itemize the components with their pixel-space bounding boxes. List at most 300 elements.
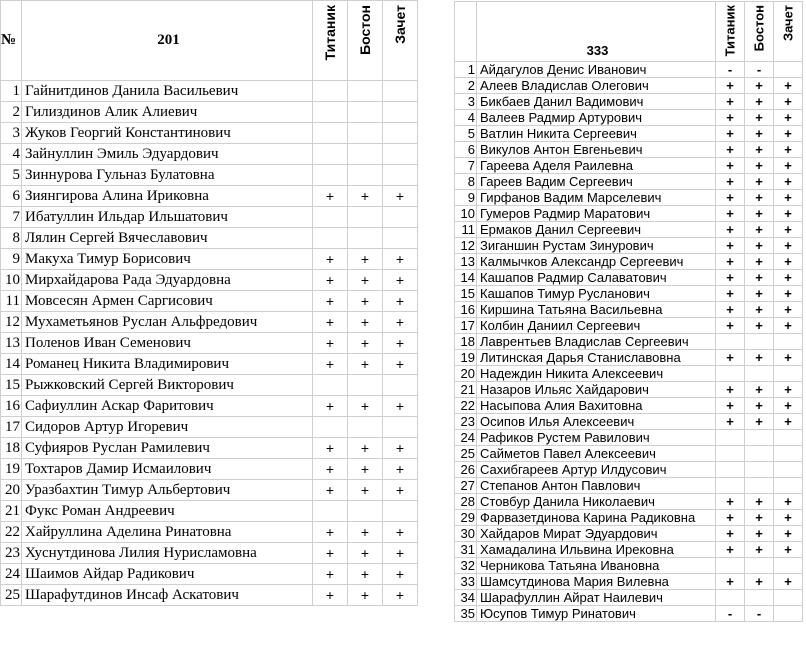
titanic-mark-cell[interactable]: + bbox=[716, 78, 745, 94]
credit-mark-cell[interactable]: + bbox=[774, 254, 803, 270]
boston-mark-cell[interactable]: + bbox=[348, 564, 383, 585]
titanic-mark-cell[interactable] bbox=[313, 228, 348, 249]
row-number-cell[interactable]: 2 bbox=[455, 78, 477, 94]
boston-mark-cell[interactable] bbox=[745, 334, 774, 350]
row-number-cell[interactable]: 1 bbox=[1, 81, 22, 102]
credit-mark-cell[interactable]: + bbox=[774, 494, 803, 510]
credit-mark-cell[interactable]: + bbox=[774, 414, 803, 430]
student-name-cell[interactable]: Кашапов Радмир Салаватович bbox=[477, 270, 716, 286]
boston-mark-cell[interactable] bbox=[348, 102, 383, 123]
row-number-cell[interactable]: 5 bbox=[1, 165, 22, 186]
row-number-cell[interactable]: 18 bbox=[455, 334, 477, 350]
student-name-cell[interactable]: Шарафутдинов Инсаф Аскатович bbox=[22, 585, 313, 606]
credit-mark-cell[interactable]: + bbox=[774, 350, 803, 366]
student-name-cell[interactable]: Фукс Роман Андреевич bbox=[22, 501, 313, 522]
student-name-cell[interactable]: Викулов Антон Евгеньевич bbox=[477, 142, 716, 158]
titanic-mark-cell[interactable]: + bbox=[716, 494, 745, 510]
row-number-cell[interactable]: 12 bbox=[455, 238, 477, 254]
boston-mark-cell[interactable]: + bbox=[348, 312, 383, 333]
row-number-cell[interactable]: 16 bbox=[455, 302, 477, 318]
boston-mark-cell[interactable]: + bbox=[745, 542, 774, 558]
row-number-cell[interactable]: 23 bbox=[455, 414, 477, 430]
credit-mark-cell[interactable] bbox=[383, 207, 418, 228]
titanic-mark-cell[interactable] bbox=[313, 375, 348, 396]
boston-mark-cell[interactable]: + bbox=[745, 254, 774, 270]
boston-mark-cell[interactable] bbox=[348, 81, 383, 102]
boston-mark-cell[interactable]: + bbox=[745, 78, 774, 94]
column-header-boston[interactable] bbox=[745, 2, 774, 62]
column-header-credit[interactable] bbox=[383, 1, 418, 81]
titanic-mark-cell[interactable]: + bbox=[716, 270, 745, 286]
boston-mark-cell[interactable] bbox=[348, 123, 383, 144]
boston-mark-cell[interactable]: + bbox=[745, 574, 774, 590]
credit-mark-cell[interactable] bbox=[383, 81, 418, 102]
student-name-cell[interactable]: Хайруллина Аделина Ринатовна bbox=[22, 522, 313, 543]
boston-mark-cell[interactable]: + bbox=[745, 190, 774, 206]
student-name-cell[interactable]: Зиганшин Рустам Зинурович bbox=[477, 238, 716, 254]
student-name-cell[interactable]: Калмычков Александр Сергеевич bbox=[477, 254, 716, 270]
row-number-cell[interactable]: 34 bbox=[455, 590, 477, 606]
row-number-cell[interactable]: 16 bbox=[1, 396, 22, 417]
credit-mark-cell[interactable] bbox=[774, 62, 803, 78]
student-name-cell[interactable]: Юсупов Тимур Ринатович bbox=[477, 606, 716, 622]
titanic-mark-cell[interactable]: + bbox=[313, 270, 348, 291]
credit-mark-cell[interactable]: + bbox=[383, 396, 418, 417]
student-name-cell[interactable]: Сахибгареев Артур Илдусович bbox=[477, 462, 716, 478]
student-name-cell[interactable]: Поленов Иван Семенович bbox=[22, 333, 313, 354]
titanic-mark-cell[interactable]: + bbox=[313, 249, 348, 270]
titanic-mark-cell[interactable] bbox=[313, 102, 348, 123]
row-number-cell[interactable]: 4 bbox=[1, 144, 22, 165]
student-name-cell[interactable]: Колбин Даниил Сергеевич bbox=[477, 318, 716, 334]
student-name-cell[interactable]: Жуков Георгий Константинович bbox=[22, 123, 313, 144]
boston-mark-cell[interactable] bbox=[745, 478, 774, 494]
boston-mark-cell[interactable]: + bbox=[745, 222, 774, 238]
boston-mark-cell[interactable]: + bbox=[348, 249, 383, 270]
credit-mark-cell[interactable] bbox=[774, 334, 803, 350]
titanic-mark-cell[interactable] bbox=[716, 334, 745, 350]
titanic-mark-cell[interactable]: + bbox=[716, 222, 745, 238]
credit-mark-cell[interactable]: + bbox=[383, 333, 418, 354]
credit-mark-cell[interactable] bbox=[383, 501, 418, 522]
titanic-mark-cell[interactable] bbox=[716, 430, 745, 446]
student-name-cell[interactable]: Алеев Владислав Олегович bbox=[477, 78, 716, 94]
titanic-mark-cell[interactable] bbox=[313, 144, 348, 165]
boston-mark-cell[interactable] bbox=[348, 207, 383, 228]
boston-mark-cell[interactable] bbox=[745, 366, 774, 382]
credit-mark-cell[interactable]: + bbox=[774, 174, 803, 190]
student-name-cell[interactable]: Гумеров Радмир Маратович bbox=[477, 206, 716, 222]
row-number-cell[interactable]: 30 bbox=[455, 526, 477, 542]
boston-mark-cell[interactable] bbox=[348, 165, 383, 186]
row-number-cell[interactable]: 18 bbox=[1, 438, 22, 459]
credit-mark-cell[interactable]: + bbox=[774, 110, 803, 126]
credit-mark-cell[interactable]: + bbox=[383, 585, 418, 606]
boston-mark-cell[interactable]: - bbox=[745, 606, 774, 622]
student-name-cell[interactable]: Сайметов Павел Алексеевич bbox=[477, 446, 716, 462]
student-name-cell[interactable]: Мухаметьянов Руслан Альфредович bbox=[22, 312, 313, 333]
student-name-cell[interactable]: Романец Никита Владимирович bbox=[22, 354, 313, 375]
student-name-cell[interactable]: Мовсесян Армен Саргисович bbox=[22, 291, 313, 312]
titanic-mark-cell[interactable]: + bbox=[716, 398, 745, 414]
boston-mark-cell[interactable]: + bbox=[745, 526, 774, 542]
row-number-cell[interactable]: 23 bbox=[1, 543, 22, 564]
row-number-cell[interactable]: 8 bbox=[1, 228, 22, 249]
student-name-cell[interactable]: Фарвазетдинова Карина Радиковна bbox=[477, 510, 716, 526]
row-number-cell[interactable]: 6 bbox=[1, 186, 22, 207]
student-name-cell[interactable]: Хуснутдинова Лилия Нурисламовна bbox=[22, 543, 313, 564]
boston-mark-cell[interactable] bbox=[745, 446, 774, 462]
credit-mark-cell[interactable]: + bbox=[774, 238, 803, 254]
credit-mark-cell[interactable]: + bbox=[774, 142, 803, 158]
boston-mark-cell[interactable]: + bbox=[745, 494, 774, 510]
credit-mark-cell[interactable]: + bbox=[774, 206, 803, 222]
credit-mark-cell[interactable] bbox=[383, 228, 418, 249]
titanic-mark-cell[interactable]: - bbox=[716, 606, 745, 622]
credit-mark-cell[interactable] bbox=[383, 417, 418, 438]
credit-mark-cell[interactable]: + bbox=[774, 510, 803, 526]
row-number-cell[interactable]: 29 bbox=[455, 510, 477, 526]
student-name-cell[interactable]: Ермаков Данил Сергеевич bbox=[477, 222, 716, 238]
credit-mark-cell[interactable] bbox=[383, 165, 418, 186]
credit-mark-cell[interactable]: + bbox=[383, 480, 418, 501]
boston-mark-cell[interactable]: + bbox=[348, 396, 383, 417]
titanic-mark-cell[interactable] bbox=[313, 123, 348, 144]
credit-mark-cell[interactable] bbox=[774, 462, 803, 478]
row-number-cell[interactable]: 19 bbox=[1, 459, 22, 480]
row-number-cell[interactable]: 24 bbox=[1, 564, 22, 585]
titanic-mark-cell[interactable]: + bbox=[716, 302, 745, 318]
titanic-mark-cell[interactable]: + bbox=[716, 158, 745, 174]
titanic-mark-cell[interactable]: + bbox=[313, 543, 348, 564]
boston-mark-cell[interactable]: + bbox=[348, 333, 383, 354]
student-name-cell[interactable]: Гайнитдинов Данила Васильевич bbox=[22, 81, 313, 102]
credit-mark-cell[interactable]: + bbox=[774, 158, 803, 174]
number-column-header[interactable]: № bbox=[1, 1, 22, 81]
credit-mark-cell[interactable] bbox=[383, 123, 418, 144]
titanic-mark-cell[interactable] bbox=[716, 558, 745, 574]
boston-mark-cell[interactable]: + bbox=[745, 270, 774, 286]
group-title[interactable]: 333 bbox=[477, 2, 716, 62]
boston-mark-cell[interactable]: + bbox=[745, 174, 774, 190]
row-number-cell[interactable]: 3 bbox=[455, 94, 477, 110]
credit-mark-cell[interactable]: + bbox=[774, 222, 803, 238]
student-name-cell[interactable]: Шарафуллин Айрат Наилевич bbox=[477, 590, 716, 606]
student-name-cell[interactable]: Черникова Татьяна Ивановна bbox=[477, 558, 716, 574]
credit-mark-cell[interactable]: + bbox=[774, 542, 803, 558]
student-name-cell[interactable]: Зиянгирова Алина Ириковна bbox=[22, 186, 313, 207]
credit-mark-cell[interactable]: + bbox=[383, 564, 418, 585]
row-number-cell[interactable]: 32 bbox=[455, 558, 477, 574]
boston-mark-cell[interactable]: - bbox=[745, 62, 774, 78]
row-number-cell[interactable]: 1 bbox=[455, 62, 477, 78]
credit-mark-cell[interactable]: + bbox=[383, 543, 418, 564]
row-number-cell[interactable]: 9 bbox=[455, 190, 477, 206]
credit-mark-cell[interactable]: + bbox=[774, 270, 803, 286]
boston-mark-cell[interactable]: + bbox=[348, 543, 383, 564]
titanic-mark-cell[interactable] bbox=[716, 478, 745, 494]
student-name-cell[interactable]: Киршина Татьяна Васильевна bbox=[477, 302, 716, 318]
student-name-cell[interactable]: Шаимов Айдар Радикович bbox=[22, 564, 313, 585]
titanic-mark-cell[interactable] bbox=[716, 446, 745, 462]
student-name-cell[interactable]: Валеев Радмир Артурович bbox=[477, 110, 716, 126]
titanic-mark-cell[interactable]: + bbox=[313, 438, 348, 459]
titanic-mark-cell[interactable]: + bbox=[313, 396, 348, 417]
row-number-cell[interactable]: 8 bbox=[455, 174, 477, 190]
titanic-mark-cell[interactable] bbox=[313, 165, 348, 186]
row-number-cell[interactable]: 6 bbox=[455, 142, 477, 158]
boston-mark-cell[interactable]: + bbox=[745, 398, 774, 414]
boston-mark-cell[interactable]: + bbox=[745, 414, 774, 430]
student-name-cell[interactable]: Гирфанов Вадим Марселевич bbox=[477, 190, 716, 206]
credit-mark-cell[interactable] bbox=[774, 478, 803, 494]
titanic-mark-cell[interactable]: + bbox=[313, 186, 348, 207]
student-name-cell[interactable]: Гилиздинов Алик Алиевич bbox=[22, 102, 313, 123]
titanic-mark-cell[interactable]: + bbox=[716, 94, 745, 110]
boston-mark-cell[interactable]: + bbox=[745, 350, 774, 366]
student-name-cell[interactable]: Ватлин Никита Сергеевич bbox=[477, 126, 716, 142]
titanic-mark-cell[interactable]: + bbox=[313, 564, 348, 585]
credit-mark-cell[interactable]: + bbox=[383, 312, 418, 333]
titanic-mark-cell[interactable]: + bbox=[716, 174, 745, 190]
student-name-cell[interactable]: Суфияров Руслан Рамилевич bbox=[22, 438, 313, 459]
credit-mark-cell[interactable] bbox=[774, 430, 803, 446]
credit-mark-cell[interactable] bbox=[383, 144, 418, 165]
student-name-cell[interactable]: Литинская Дарья Станиславовна bbox=[477, 350, 716, 366]
boston-mark-cell[interactable] bbox=[745, 558, 774, 574]
student-name-cell[interactable]: Уразбахтин Тимур Альбертович bbox=[22, 480, 313, 501]
row-number-cell[interactable]: 14 bbox=[455, 270, 477, 286]
credit-mark-cell[interactable]: + bbox=[383, 438, 418, 459]
boston-mark-cell[interactable]: + bbox=[745, 286, 774, 302]
titanic-mark-cell[interactable] bbox=[716, 462, 745, 478]
boston-mark-cell[interactable] bbox=[745, 590, 774, 606]
column-header-boston[interactable] bbox=[348, 1, 383, 81]
credit-mark-cell[interactable]: + bbox=[774, 574, 803, 590]
boston-mark-cell[interactable]: + bbox=[348, 438, 383, 459]
credit-mark-cell[interactable]: + bbox=[383, 354, 418, 375]
credit-mark-cell[interactable] bbox=[383, 375, 418, 396]
row-number-cell[interactable]: 12 bbox=[1, 312, 22, 333]
student-name-cell[interactable]: Лялин Сергей Вячеславович bbox=[22, 228, 313, 249]
row-number-cell[interactable]: 21 bbox=[1, 501, 22, 522]
boston-mark-cell[interactable]: + bbox=[745, 302, 774, 318]
credit-mark-cell[interactable]: + bbox=[774, 286, 803, 302]
boston-mark-cell[interactable]: + bbox=[348, 270, 383, 291]
boston-mark-cell[interactable]: + bbox=[745, 318, 774, 334]
boston-mark-cell[interactable]: + bbox=[745, 126, 774, 142]
titanic-mark-cell[interactable] bbox=[313, 501, 348, 522]
credit-mark-cell[interactable] bbox=[774, 446, 803, 462]
titanic-mark-cell[interactable]: + bbox=[716, 286, 745, 302]
titanic-mark-cell[interactable]: + bbox=[716, 206, 745, 222]
student-name-cell[interactable]: Гареева Аделя Раилевна bbox=[477, 158, 716, 174]
student-name-cell[interactable]: Стовбур Данила Николаевич bbox=[477, 494, 716, 510]
row-number-cell[interactable]: 35 bbox=[455, 606, 477, 622]
boston-mark-cell[interactable] bbox=[348, 375, 383, 396]
student-name-cell[interactable]: Сафиуллин Аскар Фаритович bbox=[22, 396, 313, 417]
credit-mark-cell[interactable] bbox=[774, 590, 803, 606]
titanic-mark-cell[interactable]: + bbox=[313, 312, 348, 333]
row-number-cell[interactable]: 19 bbox=[455, 350, 477, 366]
student-name-cell[interactable]: Рыжковский Сергей Викторович bbox=[22, 375, 313, 396]
boston-mark-cell[interactable]: + bbox=[348, 291, 383, 312]
row-number-cell[interactable]: 25 bbox=[1, 585, 22, 606]
student-name-cell[interactable]: Сидоров Артур Игоревич bbox=[22, 417, 313, 438]
credit-mark-cell[interactable]: + bbox=[774, 382, 803, 398]
credit-mark-cell[interactable]: + bbox=[774, 318, 803, 334]
boston-mark-cell[interactable] bbox=[745, 462, 774, 478]
credit-mark-cell[interactable]: + bbox=[774, 398, 803, 414]
row-number-cell[interactable]: 33 bbox=[455, 574, 477, 590]
row-number-cell[interactable]: 25 bbox=[455, 446, 477, 462]
student-name-cell[interactable]: Лаврентьев Владислав Сергеевич bbox=[477, 334, 716, 350]
row-number-cell[interactable]: 20 bbox=[455, 366, 477, 382]
boston-mark-cell[interactable]: + bbox=[745, 158, 774, 174]
boston-mark-cell[interactable] bbox=[348, 144, 383, 165]
credit-mark-cell[interactable] bbox=[774, 366, 803, 382]
student-name-cell[interactable]: Тохтаров Дамир Исмаилович bbox=[22, 459, 313, 480]
boston-mark-cell[interactable]: + bbox=[348, 585, 383, 606]
boston-mark-cell[interactable]: + bbox=[348, 354, 383, 375]
column-header-titanic[interactable] bbox=[313, 1, 348, 81]
row-number-cell[interactable]: 7 bbox=[455, 158, 477, 174]
row-number-cell[interactable]: 5 bbox=[455, 126, 477, 142]
titanic-mark-cell[interactable]: + bbox=[716, 110, 745, 126]
titanic-mark-cell[interactable]: + bbox=[313, 354, 348, 375]
credit-mark-cell[interactable]: + bbox=[774, 302, 803, 318]
row-number-cell[interactable]: 4 bbox=[455, 110, 477, 126]
student-name-cell[interactable]: Макуха Тимур Борисович bbox=[22, 249, 313, 270]
row-number-cell[interactable]: 17 bbox=[1, 417, 22, 438]
row-number-cell[interactable]: 3 bbox=[1, 123, 22, 144]
student-name-cell[interactable]: Шамсутдинова Мария Вилевна bbox=[477, 574, 716, 590]
boston-mark-cell[interactable]: + bbox=[745, 382, 774, 398]
row-number-cell[interactable]: 20 bbox=[1, 480, 22, 501]
titanic-mark-cell[interactable]: + bbox=[716, 350, 745, 366]
row-number-cell[interactable]: 13 bbox=[455, 254, 477, 270]
boston-mark-cell[interactable] bbox=[348, 501, 383, 522]
titanic-mark-cell[interactable] bbox=[313, 417, 348, 438]
titanic-mark-cell[interactable]: + bbox=[313, 585, 348, 606]
titanic-mark-cell[interactable]: + bbox=[716, 526, 745, 542]
credit-mark-cell[interactable]: + bbox=[383, 270, 418, 291]
credit-mark-cell[interactable]: + bbox=[383, 291, 418, 312]
student-name-cell[interactable]: Зайнуллин Эмиль Эдуардович bbox=[22, 144, 313, 165]
titanic-mark-cell[interactable]: + bbox=[716, 318, 745, 334]
titanic-mark-cell[interactable]: + bbox=[716, 510, 745, 526]
titanic-mark-cell[interactable]: + bbox=[716, 414, 745, 430]
row-number-cell[interactable]: 22 bbox=[1, 522, 22, 543]
row-number-cell[interactable]: 15 bbox=[455, 286, 477, 302]
row-number-cell[interactable]: 9 bbox=[1, 249, 22, 270]
boston-mark-cell[interactable]: + bbox=[745, 142, 774, 158]
row-number-cell[interactable]: 27 bbox=[455, 478, 477, 494]
student-name-cell[interactable]: Айдагулов Денис Иванович bbox=[477, 62, 716, 78]
row-number-cell[interactable]: 11 bbox=[455, 222, 477, 238]
titanic-mark-cell[interactable]: + bbox=[716, 142, 745, 158]
titanic-mark-cell[interactable]: - bbox=[716, 62, 745, 78]
credit-mark-cell[interactable]: + bbox=[774, 78, 803, 94]
boston-mark-cell[interactable] bbox=[348, 228, 383, 249]
boston-mark-cell[interactable]: + bbox=[745, 510, 774, 526]
credit-mark-cell[interactable]: + bbox=[383, 522, 418, 543]
student-name-cell[interactable]: Хамадалина Ильвина Ирековна bbox=[477, 542, 716, 558]
credit-mark-cell[interactable]: + bbox=[774, 526, 803, 542]
boston-mark-cell[interactable]: + bbox=[348, 459, 383, 480]
titanic-mark-cell[interactable]: + bbox=[313, 291, 348, 312]
student-name-cell[interactable]: Зиннурова Гульназ Булатовна bbox=[22, 165, 313, 186]
titanic-mark-cell[interactable] bbox=[716, 590, 745, 606]
titanic-mark-cell[interactable]: + bbox=[716, 254, 745, 270]
column-header-credit[interactable] bbox=[774, 2, 803, 62]
credit-mark-cell[interactable] bbox=[774, 558, 803, 574]
titanic-mark-cell[interactable] bbox=[313, 81, 348, 102]
credit-mark-cell[interactable]: + bbox=[383, 186, 418, 207]
titanic-mark-cell[interactable]: + bbox=[313, 333, 348, 354]
titanic-mark-cell[interactable]: + bbox=[313, 459, 348, 480]
student-name-cell[interactable]: Осипов Илья Алексеевич bbox=[477, 414, 716, 430]
student-name-cell[interactable]: Кашапов Тимур Русланович bbox=[477, 286, 716, 302]
row-number-cell[interactable]: 7 bbox=[1, 207, 22, 228]
row-number-cell[interactable]: 10 bbox=[1, 270, 22, 291]
credit-mark-cell[interactable] bbox=[774, 606, 803, 622]
student-name-cell[interactable]: Ибатуллин Ильдар Ильшатович bbox=[22, 207, 313, 228]
boston-mark-cell[interactable]: + bbox=[745, 94, 774, 110]
titanic-mark-cell[interactable]: + bbox=[313, 522, 348, 543]
credit-mark-cell[interactable] bbox=[383, 102, 418, 123]
titanic-mark-cell[interactable]: + bbox=[716, 238, 745, 254]
student-name-cell[interactable]: Назаров Ильяс Хайдарович bbox=[477, 382, 716, 398]
column-header-titanic[interactable] bbox=[716, 2, 745, 62]
boston-mark-cell[interactable]: + bbox=[348, 480, 383, 501]
boston-mark-cell[interactable] bbox=[348, 417, 383, 438]
student-name-cell[interactable]: Бикбаев Данил Вадимович bbox=[477, 94, 716, 110]
boston-mark-cell[interactable] bbox=[745, 430, 774, 446]
credit-mark-cell[interactable]: + bbox=[774, 126, 803, 142]
titanic-mark-cell[interactable] bbox=[716, 366, 745, 382]
row-number-cell[interactable]: 22 bbox=[455, 398, 477, 414]
titanic-mark-cell[interactable]: + bbox=[716, 382, 745, 398]
titanic-mark-cell[interactable]: + bbox=[716, 574, 745, 590]
titanic-mark-cell[interactable]: + bbox=[716, 542, 745, 558]
student-name-cell[interactable]: Надеждин Никита Алексеевич bbox=[477, 366, 716, 382]
row-number-cell[interactable]: 10 bbox=[455, 206, 477, 222]
student-name-cell[interactable]: Рафиков Рустем Равилович bbox=[477, 430, 716, 446]
student-name-cell[interactable]: Гареев Вадим Сергеевич bbox=[477, 174, 716, 190]
row-number-cell[interactable]: 24 bbox=[455, 430, 477, 446]
credit-mark-cell[interactable]: + bbox=[774, 190, 803, 206]
boston-mark-cell[interactable]: + bbox=[348, 186, 383, 207]
row-number-cell[interactable]: 31 bbox=[455, 542, 477, 558]
row-number-cell[interactable]: 26 bbox=[455, 462, 477, 478]
row-number-cell[interactable]: 17 bbox=[455, 318, 477, 334]
titanic-mark-cell[interactable]: + bbox=[313, 480, 348, 501]
row-number-cell[interactable]: 11 bbox=[1, 291, 22, 312]
titanic-mark-cell[interactable]: + bbox=[716, 190, 745, 206]
number-column-header[interactable] bbox=[455, 2, 477, 62]
student-name-cell[interactable]: Степанов Антон Павлович bbox=[477, 478, 716, 494]
boston-mark-cell[interactable]: + bbox=[745, 238, 774, 254]
boston-mark-cell[interactable]: + bbox=[348, 522, 383, 543]
titanic-mark-cell[interactable]: + bbox=[716, 126, 745, 142]
row-number-cell[interactable]: 14 bbox=[1, 354, 22, 375]
row-number-cell[interactable]: 2 bbox=[1, 102, 22, 123]
credit-mark-cell[interactable]: + bbox=[774, 94, 803, 110]
group-title[interactable]: 201 bbox=[22, 1, 313, 81]
row-number-cell[interactable]: 15 bbox=[1, 375, 22, 396]
credit-mark-cell[interactable]: + bbox=[383, 459, 418, 480]
